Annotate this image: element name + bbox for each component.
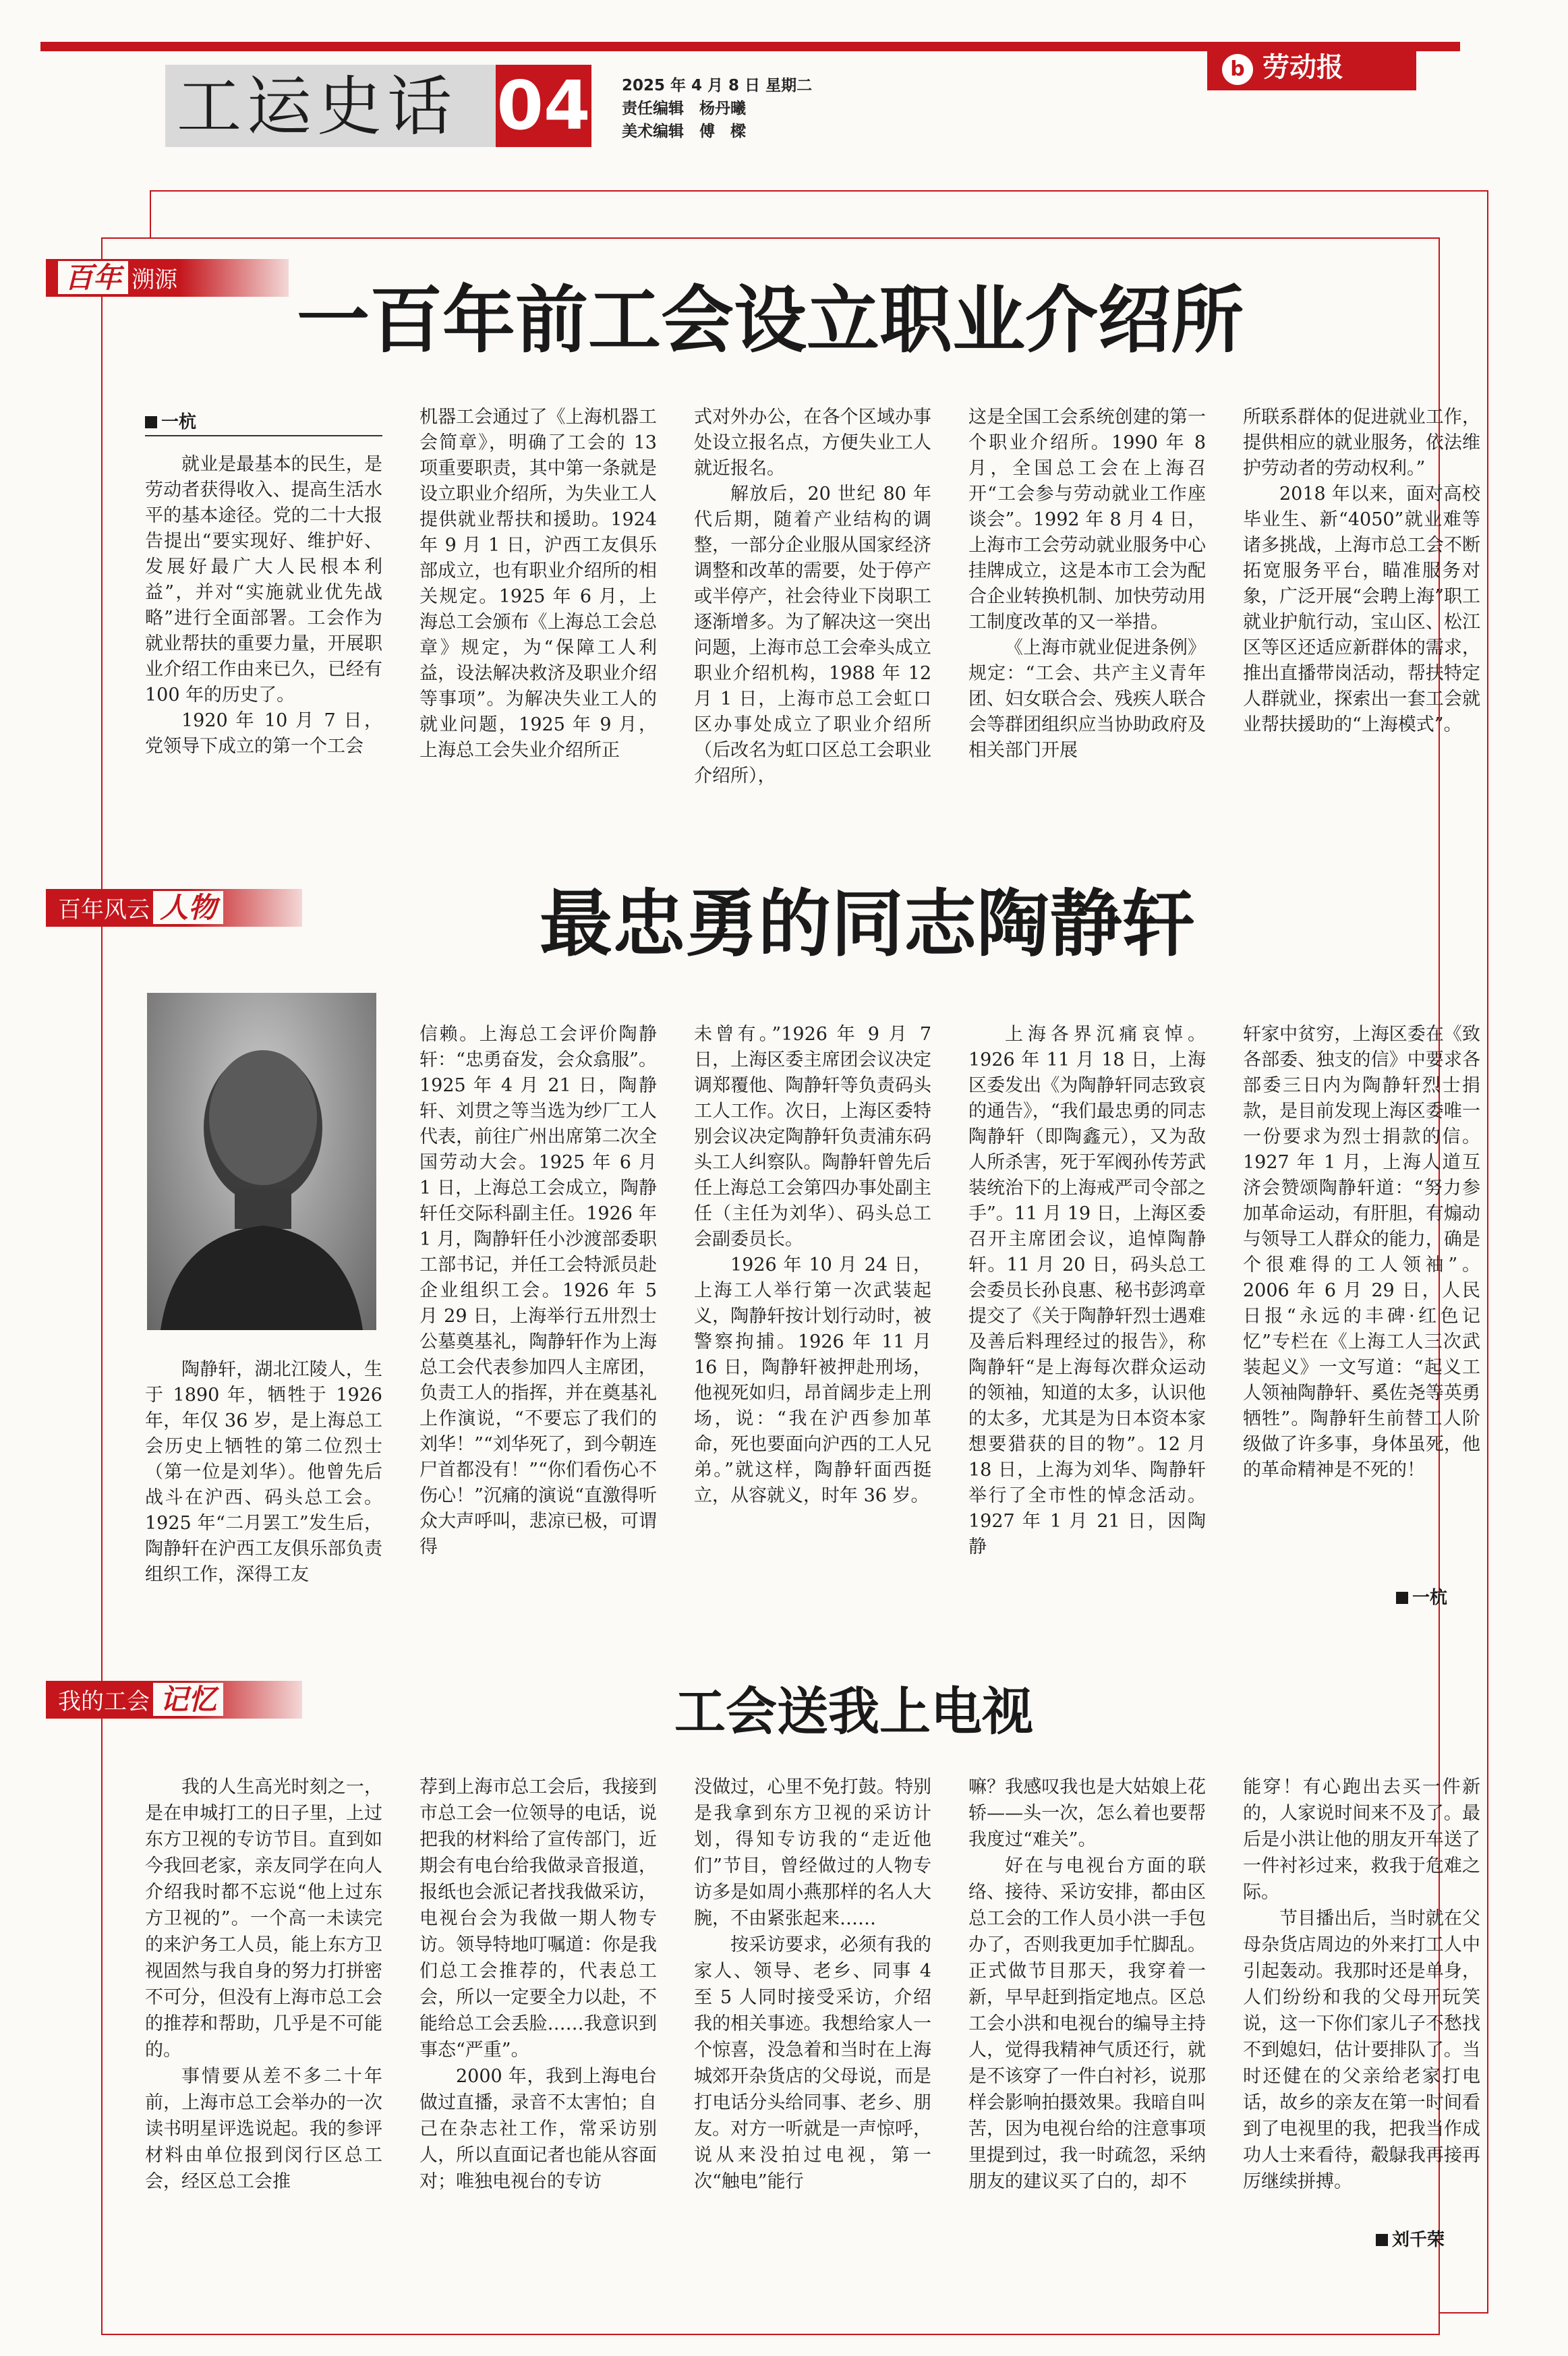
byline-rule xyxy=(145,435,382,436)
article3-column-5: 能穿！有心跑出去买一件新的，人家说时间来不及了。最后是小洪让他的朋友开车送了一件衬衫过来，救我于危难之际。 节目播出后，当时就在父母杂货店周边的外来打工人中引起轰动。我那时还是单身，人们纷纷和我的父母开玩笑说，这一下你们家儿子不愁找不到媳妇，估计要排队了。当时还健在的父亲给老家打电话，故乡的亲友在第一时间看到了电视里的我，把我当作成功人士来看待，觳鵦我再接再厉继续拼搏。 xyxy=(1243,1777,1480,2192)
article1-column-5: 所联系群体的促进就业工作，提供相应的就业服务，依法维护劳动者的劳动权利。” 2018 年以来，面对高校毕业生、新“4050”就业难等诸多挑战，上海市总工会不断拓宽服务平台，瞄准服务对象，广泛开展“会聘上海”职工就业护航行动，宝山区、松江区等区还适应新群体的需求，推出直播带岗活动，帮扶特定人群就业，探索出一套工会就业帮扶援助的“上海模式”。 xyxy=(1243,407,1480,735)
section-title: 工运史话 xyxy=(177,69,457,144)
article1-byline: 一杭 xyxy=(145,408,196,433)
article1-column-4: 这是全国工会系统创建的第一个职业介绍所。1990 年 8 月，全国总工会在上海召开“工会参与劳动就业工作座谈会”。1992 年 8 月 4 日，上海市工会劳动就业服务中心挂牌成立，这是本市工会为配合企业转换机制、加快劳动用工制度改革的又一举措。 《上海市就业促进条例》规定：“工会、共产主义青年团、妇女联合会、残疾人联合会等群团组织应当协助政府及相关部门开展 xyxy=(968,407,1206,761)
portrait-figure-icon xyxy=(147,993,376,1330)
newspaper-name: 劳动报 xyxy=(1262,51,1343,83)
article1-column-2: 机器工会通过了《上海机器工会简章》，明确了工会的 13 项重要职责，其中第一条就是设立职业介绍所，为失业工人提供就业帮扶和援助。1924 年 9 月 1 日，沪西工友俱乐部成立，也有职业介绍所的相关规定。1925 年 6 月，上海总工会颁布《上海总工会总章》规定，为“保障工人利益，设法解决救济及职业介绍等事项”。为解决失业工人的就业问题，1925 年 9 月，上海总工会失业介绍所正 xyxy=(419,407,657,761)
article1-column-3: 式对外办公，在各个区域办事处设立报名点，方便失业工人就近报名。 解放后，20 世纪 80 年代后期，随着产业结构的调整，一部分企业服从国家经济调整和改革的需要，处于停产或半停产，社会待业下岗职工逐渐增多。为了解决这一突出问题，上海市总工会牵头成立职业介绍机构，1988 年 12 月 1 日，上海市总工会虹口区办事处成立了职业介绍所（后改名为虹口区总工会职业介绍所）， xyxy=(694,407,931,786)
page-number: 04 xyxy=(496,65,591,147)
laodongbao-logo-icon: b xyxy=(1222,54,1253,85)
article3-column-3: 没做过，心里不免打鼓。特别是我拿到东方卫视的采访计划，得知专访我的“走近他们”节目，曾经做过的人物专访多是如周小燕那样的名人大腕，不由紧张起来…… 按采访要求，必须有我的家人、领导、老乡、同事 4 至 5 人同时接受采访，介绍我的相关事迹。我想给家人一个惊喜，没急着和当时在上海城郊开杂货店的父母说，而是打电话分头给同事、老乡、朋友。对方一听就是一声惊呼，说从来没拍过电视，第一次“触电”能行 xyxy=(694,1777,931,2192)
article3-headline: 工会送我上电视 xyxy=(674,1682,1033,1742)
article3-column-1: 我的人生高光时刻之一，是在申城打工的日子里，上过东方卫视的专访节目。直到如今我回老家，亲友同学在向人介绍我时都不忘说“他上过东方卫视的”。一个高一未读完的来沪务工人员，能上东方卫视固然与我自身的努力打拼密不可分，但没有上海市总工会的推荐和帮助，几乎是不可能的。 事情要从差不多二十年前，上海市总工会举办的一次读书明星评选说起。我的参评材料由单位报到闵行区总工会，经区总工会推 xyxy=(145,1777,382,2192)
article3-byline: 刘千荣 xyxy=(1376,2226,1445,2251)
article1-column-1: 就业是最基本的民生，是劳动者获得收入、提高生活水平的基本途径。党的二十大报告提出“要实现好、维护好、发展好最广大人民根本利益”，并对“实施就业优先战略”进行全面部署。工会作为就业帮扶的重要力量，开展职业介绍工作由来已久，已经有 100 年的历史了。 1920 年 10 月 7 日，党领导下成立的第一个工会 xyxy=(145,454,382,757)
article2-column-1: 陶静轩，湖北江陵人，生于 1890 年，牺牲于 1926 年，年仅 36 岁，是上海总工会历史上牺牲的第二位烈士（第一位是刘华）。他曾先后战斗在沪西、码头总工会。1925 年“二月罢工”发生后，陶静轩在沪西工友俱乐部负责组织工作，深得工友 xyxy=(145,1359,382,1585)
article2-byline: 一杭 xyxy=(1396,1584,1447,1609)
issue-date: 2025 年 4 月 8 日 星期二 xyxy=(622,77,813,94)
article3-column-label: 我的工会 记忆 xyxy=(46,1681,302,1719)
portrait-photo xyxy=(147,993,376,1330)
article2-column-3: 未曾有。”1926 年 9 月 7 日，上海区委主席团会议决定调郑覆他、陶静轩等负责码头工人工作。次日，上海区委特别会议决定陶静轩负责浦东码头工人纠察队。陶静轩曾先后任上海总工会第四办事处副主任（主任为刘华）、码头总工会副委员长。 1926 年 10 月 24 日，上海工人举行第一次武装起义，陶静轩按计划行动时，被警察拘捕。1926 年 11 月 16 日，陶静轩被押赴刑场，他视死如归，昂首阔步走上刑场，说：“我在沪西参加革命，死也要面向沪西的工人兄弟。”就这样，陶静轩面西挺立，从容就义，时年 36 岁。 xyxy=(694,1024,931,1506)
responsible-editor: 责任编辑 杨丹曦 xyxy=(622,100,746,117)
art-editor: 美术编辑 傅 樑 xyxy=(622,123,746,140)
article3-column-2: 荐到上海市总工会后，我接到市总工会一位领导的电话，说把我的材料给了宣传部门，近期会有电台给我做录音报道，报纸也会派记者找我做采访，电视台会为我做一期人物专访。领导特地叮嘱道：你是我们总工会推荐的，代表总工会，所以一定要全力以赴，不能给总工会丢脸……我意识到事态“严重”。 2000 年，我到上海电台做过直播，录音不太害怕；自己在杂志社工作，常采访别人，所以直面记者也能从容面对；唯独电视台的专访 xyxy=(419,1777,657,2192)
article2-column-label: 百年风云 人物 xyxy=(46,889,302,927)
newspaper-logo xyxy=(1207,45,1416,90)
article2-column-5: 轩家中贫穷，上海区委在《致各部委、独支的信》中要求各部委三日内为陶静轩烈士捐款，是目前发现上海区委唯一一份要求为烈士捐款的信。1927 年 1 月，上海人道互济会赞颂陶静轩道：“努力参加革命运动，有肝胆，有煽动与领导工人群众的能力，确是个很难得的工人领袖”。2006 年 6 月 29 日，人民日报“永远的丰碑·红色记忆”专栏在《上海工人三次武装起义》一文写道：“起义工人领袖陶静轩、奚佐尧等英勇牺牲”。陶静轩生前替工人阶级做了许多事，身体虽死，他的革命精神是不死的！ xyxy=(1243,1024,1480,1481)
article2-column-2: 信赖。上海总工会评价陶静轩：“忠勇奋发，会众翕服”。1925 年 4 月 21 日，陶静轩、刘贯之等当选为纱厂工人代表，前往广州出席第二次全国劳动大会。1925 年 6 月 1 日，上海总工会成立，陶静轩任交际科副主任。1926 年 1 月，陶静轩任小沙渡部委职工部书记，并任工会特派员赴企业组织工会。1926 年 5 月 29 日，上海举行五卅烈士公墓奠基礼，陶静轩作为上海总工会代表参加四人主席团，负责工人的指挥，并在奠基礼上作演说，“不要忘了我们的刘华！”“刘华死了，到今朝连尸首都没有！”“你们看伤心不伤心！”沉痛的演说“直激得听众大声呼叫，悲凉已极，可谓得 xyxy=(419,1024,657,1557)
article1-column-label: 百年 溯源 xyxy=(46,259,289,297)
article3-column-4: 嘛？我感叹我也是大姑娘上花轿——头一次，怎么着也要帮我度过“难关”。 好在与电视台方面的联络、接待、采访安排，都由区总工会的工作人员小洪一手包办了，否则我更加手忙脚乱。正式做节目那天，我穿着一新，早早赶到指定地点。区总工会小洪和电视台的编导主持人，觉得我精神气质还行，就是不该穿了一件白衬衫，说那样会影响拍摄效果。我暗自叫苦，因为电视台给的注意事项里提到过，我一时疏忽，采纳朋友的建议买了白的，却不 xyxy=(968,1777,1206,2192)
article2-headline: 最忠勇的同志陶静轩 xyxy=(540,882,1196,967)
article2-column-4: 上海各界沉痛哀悼。1926 年 11 月 18 日，上海区委发出《为陶静轩同志致哀的通告》，“我们最忠勇的同志陶静轩（即陶鑫元），又为敌人所杀害，死于军阀孙传芳武装统治下的上海戒严司令部之手”。11 月 19 日，上海区委召开主席团会议，追悼陶静轩。11 月 20 日，码头总工会委员长孙良惠、秘书彭鸿章提交了《关于陶静轩烈士遇难及善后料理经过的报告》，称陶静轩“是上海每次群众运动的领袖，知道的太多，认识他的太多，尤其是为日本资本家想要猎获的目的物”。12 月 18 日，上海为刘华、陶静轩举行了全市性的悼念活动。1927 年 1 月 21 日，因陶静 xyxy=(968,1024,1206,1557)
article1-headline: 一百年前工会设立职业介绍所 xyxy=(297,278,1244,363)
